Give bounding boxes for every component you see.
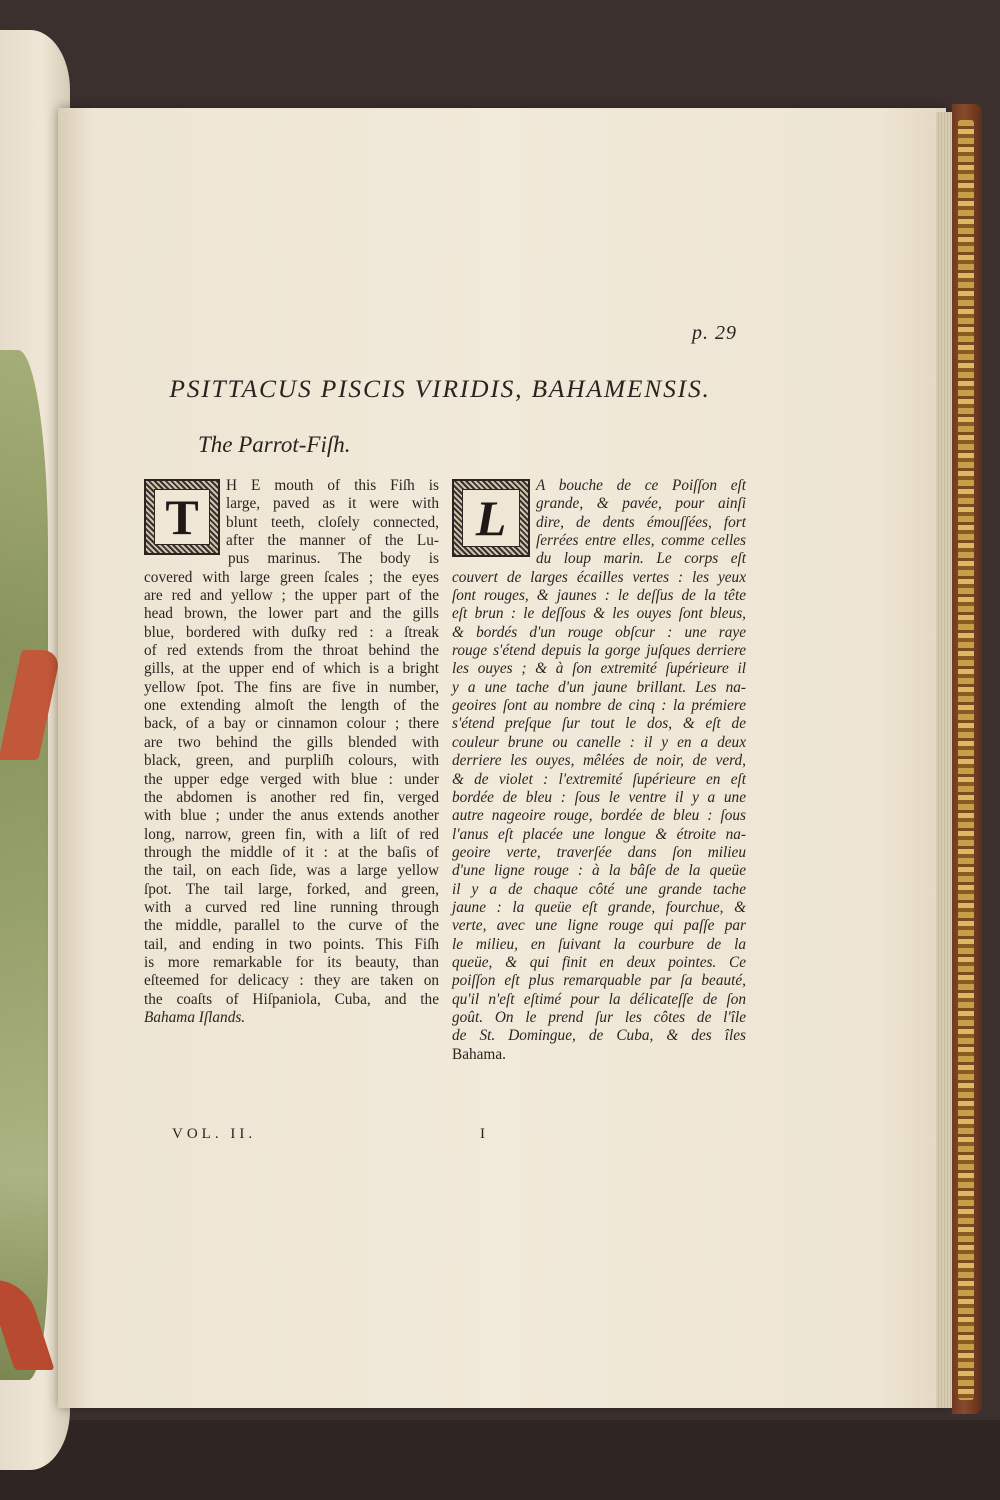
text-line: geoires ſont au nombre de cinq : la prémiere bbox=[452, 697, 746, 715]
text-line: blue, bordered with duſky red : a ſtreak bbox=[144, 623, 439, 641]
text-line: head brown, the lower part and the gills bbox=[144, 605, 439, 623]
text-line: ſpot. The tail large, forked, and green, bbox=[144, 880, 439, 898]
latin-title: PSITTACUS PISCIS VIRIDIS, BAHAMENSIS. bbox=[169, 374, 711, 403]
text-line: blunt teeth, cloſely connected, bbox=[226, 513, 439, 531]
text-line: de St. Domingue, de Cuba, & des îles bbox=[452, 1027, 746, 1045]
text-line: yellow ſpot. The fins are five in number, bbox=[144, 678, 439, 696]
text-line: poiſſon eſt plus remarquable par ſa beauté, bbox=[452, 972, 746, 990]
text-line: the upper edge verged with blue : under bbox=[144, 770, 439, 788]
text-line: Bahama Iſlands. bbox=[144, 1008, 246, 1026]
text-line: Bahama. bbox=[452, 1045, 506, 1063]
text-line: couvert de larges écailles vertes : les yeux bbox=[452, 568, 746, 586]
text-line: dire, de dents émouſſées, fort bbox=[536, 513, 746, 531]
text-line: the coaſts of Hiſpaniola, Cuba, and the bbox=[144, 990, 439, 1008]
text-line: the abdomen is another red fin, verged bbox=[144, 788, 439, 806]
text-line: A bouche de ce Poiſſon eſt bbox=[536, 477, 746, 494]
text-line: black, green, and purpliſh colours, with bbox=[144, 752, 439, 770]
english-subtitle: The Parrot-Fiſh. bbox=[198, 432, 351, 457]
text-line: of red extends from the throat behind the bbox=[144, 642, 439, 660]
text-line: d'une ligne rouge : à la bâſe de la queüe bbox=[452, 862, 746, 880]
text-line: are two behind the gills blended with bbox=[144, 733, 439, 751]
text-line: large, paved as it were with bbox=[226, 495, 439, 513]
text-line: autre nageoire rouge, bordée de bleu : ſous bbox=[452, 807, 746, 825]
text-line: l'anus eſt placée une longue & étroite na- bbox=[452, 825, 746, 843]
text-line: les ouyes ; & à ſon extremité ſupérieure il bbox=[452, 660, 746, 678]
text-line: gills, at the upper end of which is a bright bbox=[144, 660, 439, 678]
text-line: & de violet : l'extremité ſupérieure en eſt bbox=[452, 770, 746, 788]
text-line: is more remarkable for its beauty, than bbox=[144, 953, 439, 971]
text-line: il y a de chaque côté une grande tache bbox=[452, 880, 746, 898]
volume-footer: VOL. II. bbox=[172, 1126, 257, 1142]
text-line: back, of a bay or cinnamon colour ; there bbox=[144, 715, 439, 733]
drop-cap-english bbox=[144, 479, 220, 555]
drop-cap-french bbox=[452, 479, 530, 557]
text-line: jaune : la queüe eſt grande, fourchue, & bbox=[452, 898, 746, 916]
text-line: s'étend preſque ſur tout le dos, & eſt de bbox=[452, 715, 746, 733]
text-line: du loup marin. Le corps eſt bbox=[536, 550, 746, 568]
text-line: geoire verte, traverſée dans ſon milieu bbox=[452, 843, 746, 861]
text-line: pus marinus. The body is bbox=[228, 550, 439, 568]
text-line: the middle, parallel to the curve of the bbox=[144, 917, 439, 935]
text-line: H E mouth of this Fiſh is bbox=[226, 477, 439, 494]
text-line: after the manner of the Lu- bbox=[226, 532, 439, 550]
page-number: p. 29 bbox=[692, 322, 737, 344]
text-line: qu'il n'eſt eſtimé pour la délicateſſe de ſon bbox=[452, 990, 746, 1008]
text-line: y a une tache d'un jaune brillant. Les na- bbox=[452, 678, 746, 696]
text-line: le milieu, en ſuivant la courbure de la bbox=[452, 935, 746, 953]
text-line: one extending almoſt the length of the bbox=[144, 697, 439, 715]
text-line: through the middle of it : at the baſis of bbox=[144, 843, 439, 861]
text-line: the tail, on each ſide, was a large yellow bbox=[144, 862, 439, 880]
signature-mark: I bbox=[480, 1126, 485, 1142]
text-line: covered with large green ſcales ; the eyes bbox=[144, 568, 439, 586]
fish-illustration bbox=[0, 350, 48, 1380]
text-line: verte, avec une ligne rouge qui paſſe par bbox=[452, 917, 746, 935]
text-line: derriere les ouyes, mêlées de noir, de verd, bbox=[452, 752, 746, 770]
english-column bbox=[144, 477, 439, 1027]
text-line: tail, and ending in two points. This Fiſh bbox=[144, 935, 439, 953]
text-line: with blue ; under the anus extends another bbox=[144, 807, 439, 825]
text-line: rouge s'étend depuis la gorge juſques derriere bbox=[452, 642, 746, 660]
french-column bbox=[452, 477, 746, 1064]
text-line: are red and yellow ; the upper part of the bbox=[144, 587, 439, 605]
text-line: queüe, & qui finit en deux pointes. Ce bbox=[452, 953, 746, 971]
drop-cap-letter: T bbox=[154, 489, 210, 545]
text-line: eſteemed for delicacy : they are taken on bbox=[144, 972, 439, 990]
text-line: & bordés d'un rouge obſcur : une raye bbox=[452, 623, 746, 641]
text-line: long, narrow, green fin, with a liſt of red bbox=[144, 825, 439, 843]
text-line: bordée de bleu : ſous le ventre il y a une bbox=[452, 788, 746, 806]
table-surface bbox=[0, 1420, 1000, 1500]
text-line: grande, & pavée, pour ainſi bbox=[536, 495, 746, 513]
text-line: with a curved red line running through bbox=[144, 898, 439, 916]
text-line: ſont rouges, & jaunes : le deſſus de la tête bbox=[452, 587, 746, 605]
text-line: ſerrées entre elles, comme celles bbox=[536, 532, 746, 550]
drop-cap-letter: L bbox=[462, 489, 520, 547]
gilt-edge-decoration bbox=[958, 120, 974, 1400]
text-line: eſt brun : le deſſous & les ouyes ſont bleus, bbox=[452, 605, 746, 623]
text-line: couleur brune ou canelle : il y en a deux bbox=[452, 733, 746, 751]
text-line: goût. On le prend ſur les côtes de l'île bbox=[452, 1008, 746, 1026]
